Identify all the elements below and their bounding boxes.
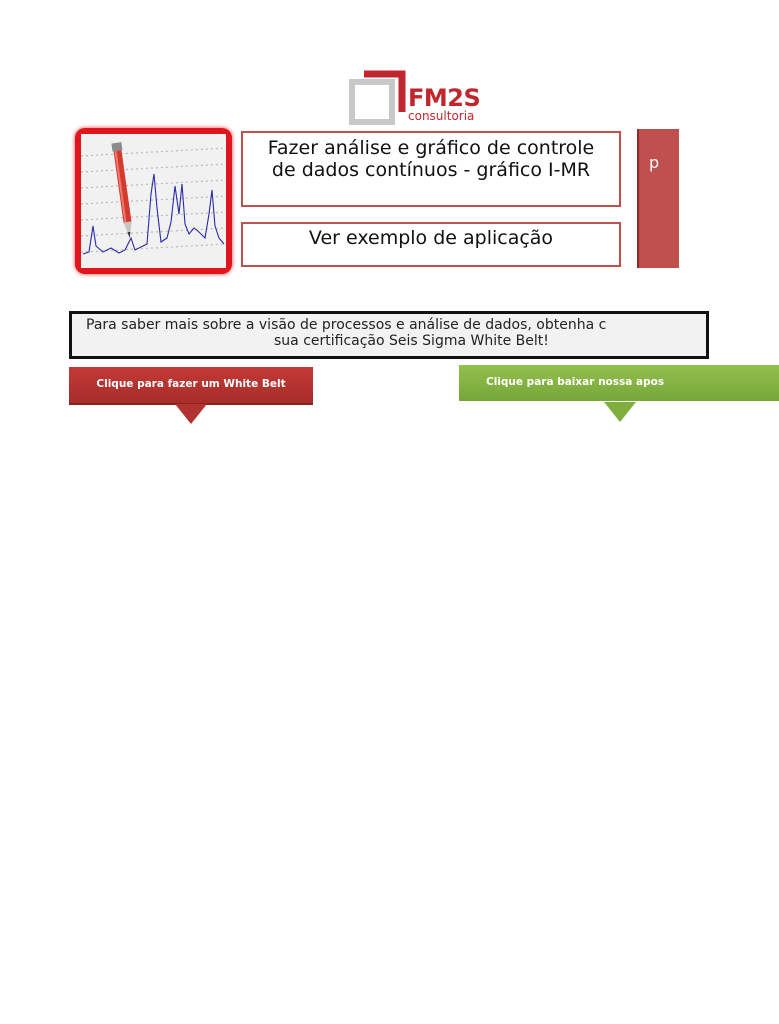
title-line-1: Fazer análise e gráfico de controle: [267, 137, 595, 159]
example-link-box[interactable]: [241, 222, 621, 267]
side-panel[interactable]: [637, 129, 679, 268]
side-panel-text: p: [649, 153, 660, 172]
arrow-down-red-icon: [175, 404, 207, 424]
fm2s-logo: [350, 72, 500, 124]
control-chart-with-pen-icon: [81, 134, 226, 268]
logo-name: FM2S: [408, 84, 481, 112]
thumbnail-image: [81, 134, 226, 268]
info-line-1: Para saber mais sobre a visão de processos e análise de dados, obtenha c: [86, 317, 607, 333]
example-label: Ver exemplo de aplicação: [308, 227, 554, 249]
chart-thumbnail[interactable]: [75, 128, 232, 274]
logo-mark-icon: [350, 72, 404, 124]
title-box[interactable]: [241, 131, 621, 207]
white-belt-button[interactable]: Clique para fazer um White Belt: [69, 367, 313, 405]
download-button[interactable]: Clique para baixar nossa apos: [459, 365, 779, 401]
info-line-2: sua certificação Seis Sigma White Belt!: [274, 333, 549, 349]
info-banner: [69, 311, 709, 359]
arrow-down-green-icon: [604, 402, 636, 422]
title-line-2: de dados contínuos - gráfico I-MR: [271, 159, 591, 181]
logo-subtitle: consultoria: [408, 109, 475, 123]
